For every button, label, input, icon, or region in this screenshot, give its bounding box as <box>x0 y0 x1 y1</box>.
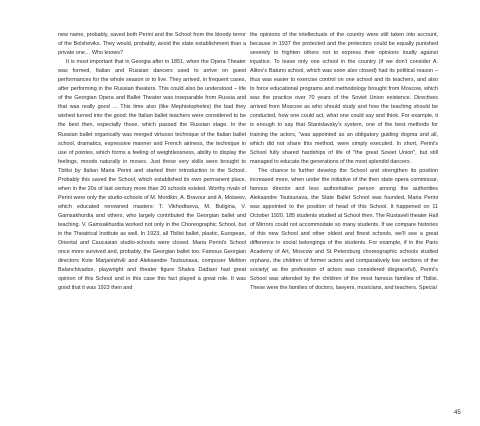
right-paragraph-1: the opinions of the intellectuals of the country were still taken into account, because in 1937 the protected and the protectors could be equally punished severely to frighten others not to express their opinions loudly against injustice. To leave only one school in the country (if we don't consider A. Alitov's Batumi school, which was soon also closed) had its political reason – thus was easier to exercise control on one school and its teachers, and also to force educational programs and methodology brought from Moscow, which was the practice over 70 years of the Soviet Union existence. Directives arrived from Moscow as who should study and how the teaching should be conducted, how one could act, what one could say and think. For example, it is enough to say that Stanislavsky's system, one of the best methods for training the actors, "was appointed as an obligatory guiding dogma and all, which did not share this method, were simply executed. In short, Perini's School fully shared hardships of life of "the great Soviet Union", but still managed to educate the generations of the most splendid dancers. <box>250 32 438 165</box>
page-number: 45 <box>454 410 461 416</box>
left-paragraph-2: It is most important that in Georgia after in 1851, when the Opera Theater was formed, Italian and Russian dancers used to arrive on guest performances for the whole season or to live. They arrived, in frequent cases, after performing in the Russian theaters. This could also be understood – life of the Georgian Opera and Ballet Theater was inseparable from Russia and that was really good … This time also (like Mephistopheles) the bad they wished turned into the good: the Italian ballet teachers were considered to be the best then, especially those, which passed the Russian stage. In the Russian ballet organically was merged virtuoso technique of the Italian ballet school, dramatics, expressive manner and French airiness, the technique in use of pointes, which forms a feeling of weightlessness, ability to display the feelings, moods naturally in moves. Just these very skills were brought to Tbilisi by Italian Maria Perini and started their introduction in the School. Probably this saved the School, which established its own permanent place, when in the 20s of last century more than 20 schools existed. Worthy rivals of Perini were only the studio-schools of M. Mordkin, A. Bravour and A. Moiseev, which educated renowned masters: T. Vikhodtseva, M. Buligina, V. Gamsakhurdia and others, who largely contributed the Georgian ballet and teaching. V. Gamsakhurdia worked not only in the Choreographic School, but in the Theatrical Institute as well. In 1923, all Tbilisi ballet, plastic, European, Oriental and Caucasian studio-schools were closed. Maria Perini's School once more survived and, probably, the Georgian ballet too. Famous Georgian directors Kote Marjanishvili and Aleksandre Tsutsunava, composer Meliton Balanchivadze, playwright and theater figure Shalva Dadiani had great opinion of this School and in this case this fact played a great role. It was good that it was 1923 then and <box>58 59 246 292</box>
left-paragraph-1: new name, probably, saved both Perini and the School from the bloody terror of the Bolsheviks. They would, probably, avoid the state establishment than a private one… Who knows? <box>58 32 246 57</box>
right-text-column <box>250 31 438 293</box>
right-paragraph-2: The chance to further develop the School and strengthen its position increased more, when under the initiative of the then state opera commissar, famous director and less authoritative person among the authorities Aleksandre Tsutsunava, the State Ballet School was founded. Maria Perini was appointed to the position of head of this School. It happened on 11 October 1920. 185 students studied at School then. The Rustaveli theater Hall of Mirrors could not accommodate so many students. If we compare histories of this new School and other oldest and finest schools, we'll see a great difference in social belongings of the students. For example, if in the Paris Academy of Art, Moscow and St Petersburg choreographic schools studied orphans, the children of former actors and comparatively low sections of the society( as the profession of actors was considered disgraceful), Perini's School was attended by the children of the most famous families of Tbilisi. These were the families of doctors, lawyers, musicians, and teachers. Special <box>250 167 438 292</box>
left-text-column <box>58 31 246 293</box>
